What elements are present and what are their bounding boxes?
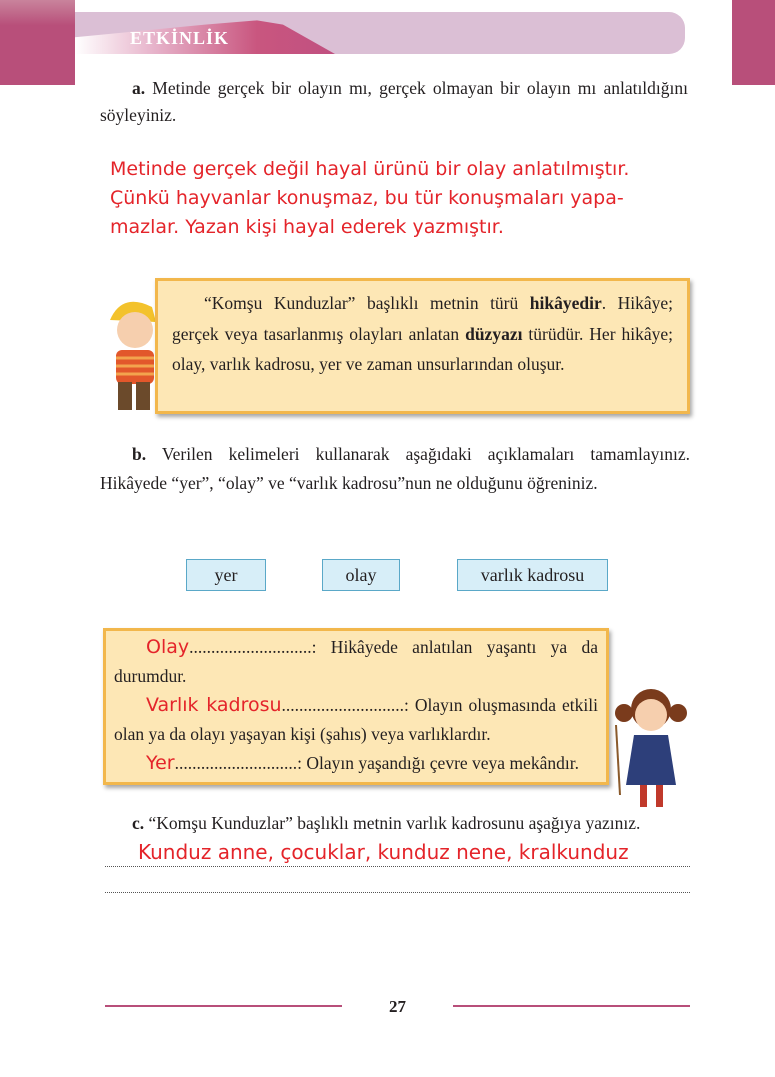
question-a-text: Metinde gerçek bir olayın mı, gerçek olmayan bir olayın mı anlatıldığını söyleyiniz.	[100, 78, 689, 125]
answer-olay: Olay	[146, 636, 190, 658]
info-text: “Komşu Kunduzlar” başlıklı metnin türü	[204, 293, 530, 313]
definition-text: ............................: Olayın oluşmasında etkili olan ya da olayı yaşayan kişi (şahıs) veya varlıklardır.	[114, 695, 598, 744]
word-chip-olay: olay	[322, 559, 400, 591]
answer-a-line: mazlar. Yazan kişi hayal ederek yazmıştır.	[110, 216, 504, 238]
info-bold: hikâyedir	[529, 293, 602, 313]
page-edge-left	[0, 0, 75, 85]
footer-rule-right	[453, 1005, 690, 1007]
answer-a-line: Çünkü hayvanlar konuşmaz, bu tür konuşmaları yapa-	[110, 187, 624, 209]
definition-yer	[114, 749, 598, 778]
answer-c: Kunduz anne, çocuklar, kunduz nene, kralkunduz	[138, 840, 629, 864]
info-bold: düzyazı	[465, 323, 523, 344]
question-b	[100, 440, 690, 498]
question-c	[100, 809, 693, 838]
page-edge-right	[732, 0, 775, 85]
answer-varlik-kadrosu: Varlık kadrosu	[146, 694, 282, 716]
definition-text: ............................: Olayın yaşandığı çevre veya mekândır.	[174, 753, 579, 773]
answer-a	[110, 155, 710, 242]
footer-rule-left	[105, 1005, 342, 1007]
answer-a-line: Metinde gerçek değil hayal ürünü bir olay anlatılmıştır.	[110, 158, 630, 180]
section-title: ETKİNLİK	[130, 28, 230, 48]
question-b-text: Verilen kelimeleri kullanarak aşağıdaki açıklamaları tamamlayınız. Hikâyede “yer”, “olay” ve “varlık kadrosu”nun ne olduğunu öğreniniz.	[100, 444, 691, 493]
question-a	[100, 75, 688, 129]
info-box	[155, 278, 690, 414]
answer-yer: Yer	[146, 752, 175, 774]
definition-text: ............................: Hikâyede anlatılan yaşantı ya da durumdur.	[114, 637, 598, 686]
question-c-text: “Komşu Kunduzlar” başlıklı metnin varlık kadrosunu aşağıya yazınız.	[148, 813, 641, 833]
definitions-box	[103, 628, 609, 785]
definition-olay	[114, 633, 598, 691]
definition-varlik-kadrosu	[114, 691, 598, 749]
section-header	[75, 12, 685, 54]
answer-line	[105, 838, 690, 867]
info-text: . Hikâye; gerçek veya tasarlanmış olayları anlatan	[172, 293, 674, 344]
answer-line	[105, 867, 690, 893]
word-chip-yer: yer	[186, 559, 266, 591]
question-b-label: b.	[132, 444, 147, 464]
lower-section	[103, 628, 693, 893]
question-a-label: a.	[132, 78, 146, 98]
question-c-label: c.	[132, 813, 145, 833]
word-chip-varlik-kadrosu: varlık kadrosu	[457, 559, 608, 591]
info-text: türüdür. Her hikâye; olay, varlık kadrosu, yer ve zaman unsurlarından oluşur.	[172, 323, 673, 374]
page-number: 27	[389, 997, 406, 1016]
boy-illustration	[102, 292, 162, 417]
